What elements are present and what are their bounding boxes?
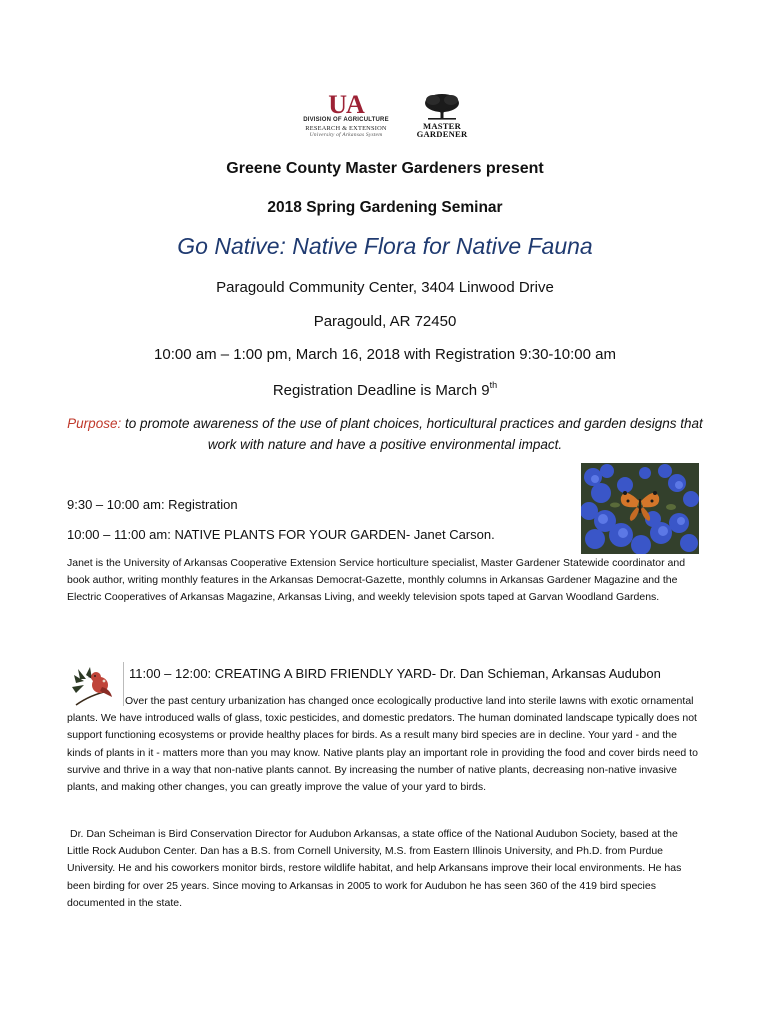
- purpose-statement: [60, 413, 710, 455]
- city-line: Paragould, AR 72450: [313, 313, 457, 330]
- session-2-description: Over the past century urbanization has changed once ecologically productive land into sterile lawns with exotic ornamental plants. We have introduced walls of glass, toxic pesticides, and domestic predators. The human dominated landscape typically does not support functioning ecosystems or provide healthy places for birds. As a result many bird species are in decline. Your yard - and the kinds of plants in it - matters more than you may know. Native plants play an important role in providing the food and cover birds need to survive and thrive in a way that non-native plants cannot. By increasing the number of native plants, decreasing non-native invasive plants, and making other changes, you can greatly improve the value of your yard to birds.: [67, 695, 698, 794]
- ua-line-division: DIVISION OF AGRICULTURE: [303, 117, 389, 123]
- tree-icon: [422, 92, 462, 122]
- butterfly-photo: [581, 463, 699, 554]
- session-2-bio: Dr. Dan Scheiman is Bird Conservation Director for Audubon Arkansas, a state office of the National Audubon Society, based at the Little Rock Audubon Center. Dan has a B.S. from Cornell University, M.S. from Eastern Illinois University, and Ph.D. from Purdue University. He and his coworkers monitor birds, restore wildlife habitat, and help Arkansans improve their local environments. He has been birding for over 25 years. Since moving to Arkansas in 2005 to work for Audubon he has seen 360 of the 419 bird species documented in the state.: [67, 828, 682, 909]
- seminar-title: Go Native: Native Flora for Native Fauna: [177, 233, 593, 259]
- butterfly-on-flowers-icon: [581, 463, 699, 554]
- deadline-text: Registration Deadline is March 9: [272, 382, 490, 399]
- schedule-session-2: 11:00 – 12:00: CREATING A BIRD FRIENDLY YARD- Dr. Dan Schieman, Arkansas Audubon: [129, 666, 661, 681]
- event-heading: 2018 Spring Gardening Seminar: [267, 199, 503, 216]
- master-gardener-logo: [414, 92, 470, 144]
- ua-division-logo: [294, 90, 398, 145]
- location-line: Paragould Community Center, 3404 Linwood Drive: [216, 279, 554, 296]
- purpose-text: to promote awareness of the use of plant choices, horticultural practices and garden designs that work with nature and have a positive environmental impact.: [121, 416, 703, 452]
- mg-line-gardener: GARDENER: [416, 129, 468, 140]
- deadline-line: [0, 380, 770, 399]
- mg-line-master: MASTER: [423, 121, 461, 131]
- deadline-suffix: th: [489, 380, 498, 390]
- schedule-registration: 9:30 – 10:00 am: Registration: [67, 497, 238, 512]
- session-1-bio: Janet is the University of Arkansas Cooperative Extension Service horticulture specialist, Master Gardener Statewide coordinator and book author, writing monthly features in the Arkansas Democrat-Gazette, monthly columns in Arkansas Gardener Magazine and the Electric Cooperatives of Arkansas Magazine, Arkansas Living, and weekly television spots taped at Garvan Woodland Gardens.: [67, 557, 686, 604]
- purpose-label: Purpose:: [67, 416, 122, 431]
- time-line: 10:00 am – 1:00 pm, March 16, 2018 with Registration 9:30-10:00 am: [154, 346, 616, 363]
- presenter-heading: Greene County Master Gardeners present: [226, 160, 544, 177]
- schedule-session-1: 10:00 – 11:00 am: NATIVE PLANTS FOR YOUR GARDEN- Janet Carson.: [67, 527, 495, 542]
- ua-line-system: University of Arkansas System: [309, 132, 383, 138]
- ua-line-research: RESEARCH & EXTENSION: [305, 124, 387, 132]
- ua-mark: UA: [328, 90, 364, 119]
